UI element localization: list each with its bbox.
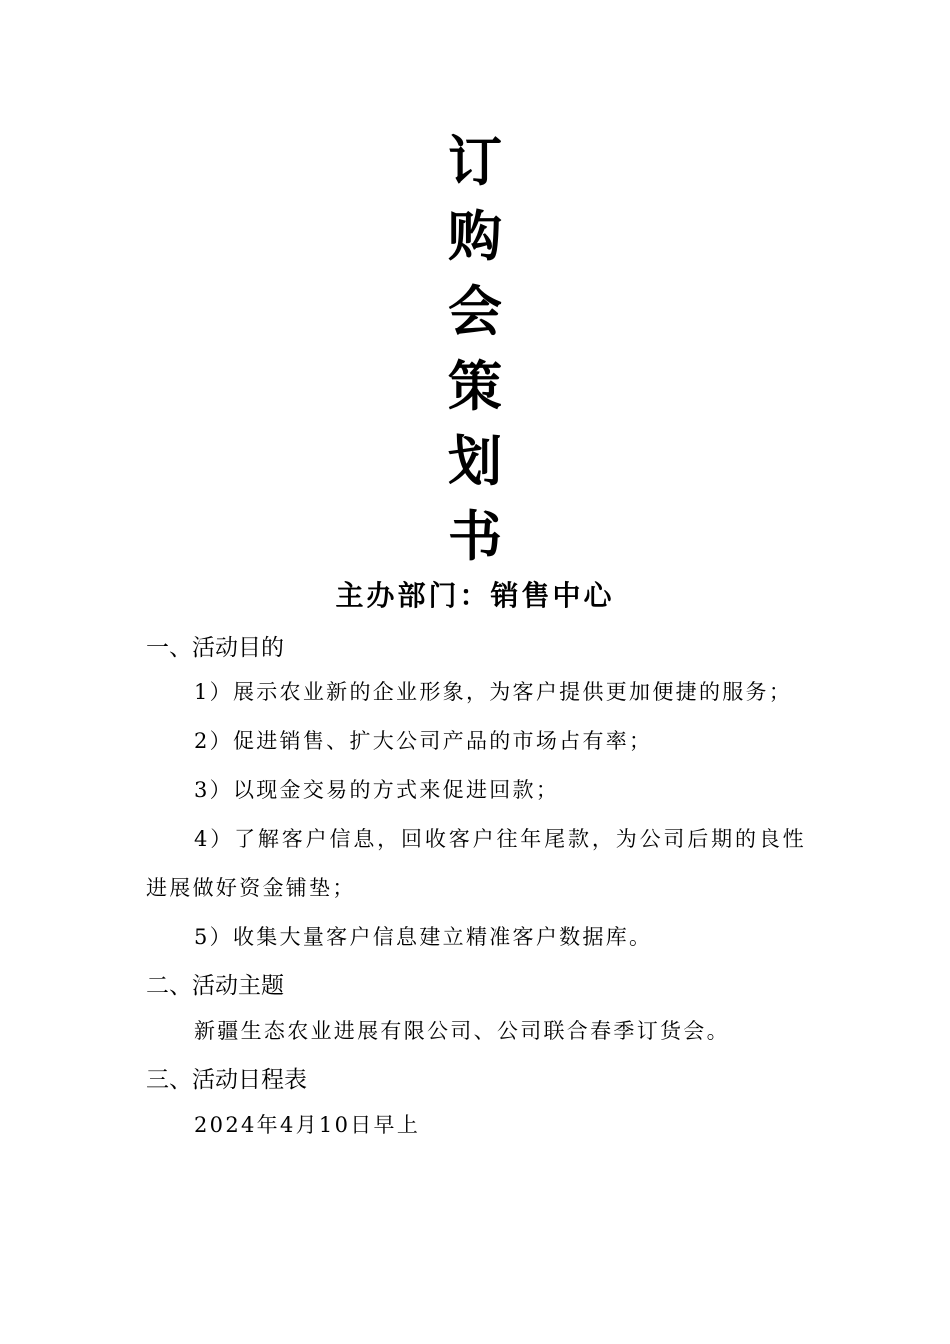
document-body bbox=[146, 628, 806, 1150]
title-char-4: 策 bbox=[448, 355, 502, 418]
objective-item-5: 5）收集大量客户信息建立精准客户数据库。 bbox=[194, 925, 653, 949]
organizer-subtitle: 主办部门：销售中心 bbox=[335, 579, 615, 612]
section-theme bbox=[146, 966, 806, 1056]
title-char-3: 会 bbox=[448, 280, 502, 343]
objective-item-3: 3）以现金交易的方式来促进回款； bbox=[194, 778, 560, 802]
section-heading: 二、活动主题 bbox=[146, 973, 284, 999]
section-objectives bbox=[146, 628, 806, 962]
section-heading: 一、活动目的 bbox=[146, 635, 284, 661]
objective-item-2: 2）促进销售、扩大公司产品的市场占有率； bbox=[194, 729, 653, 753]
document-title bbox=[0, 124, 950, 574]
section-heading: 三、活动日程表 bbox=[146, 1067, 307, 1093]
objective-item-4: 4）了解客户信息，回收客户往年尾款，为公司后期的良性进展做好资金铺垫； bbox=[146, 827, 806, 900]
section-schedule bbox=[146, 1060, 806, 1150]
objective-item-1: 1）展示农业新的企业形象，为客户提供更加便捷的服务； bbox=[194, 680, 793, 704]
title-char-2: 购 bbox=[448, 205, 502, 268]
title-char-1: 订 bbox=[448, 130, 502, 193]
title-char-6: 书 bbox=[448, 505, 502, 568]
theme-text: 新疆生态农业进展有限公司、公司联合春季订货会。 bbox=[194, 1019, 730, 1043]
schedule-date: 2024年4月10日早上 bbox=[194, 1113, 421, 1137]
title-char-5: 划 bbox=[448, 430, 502, 493]
